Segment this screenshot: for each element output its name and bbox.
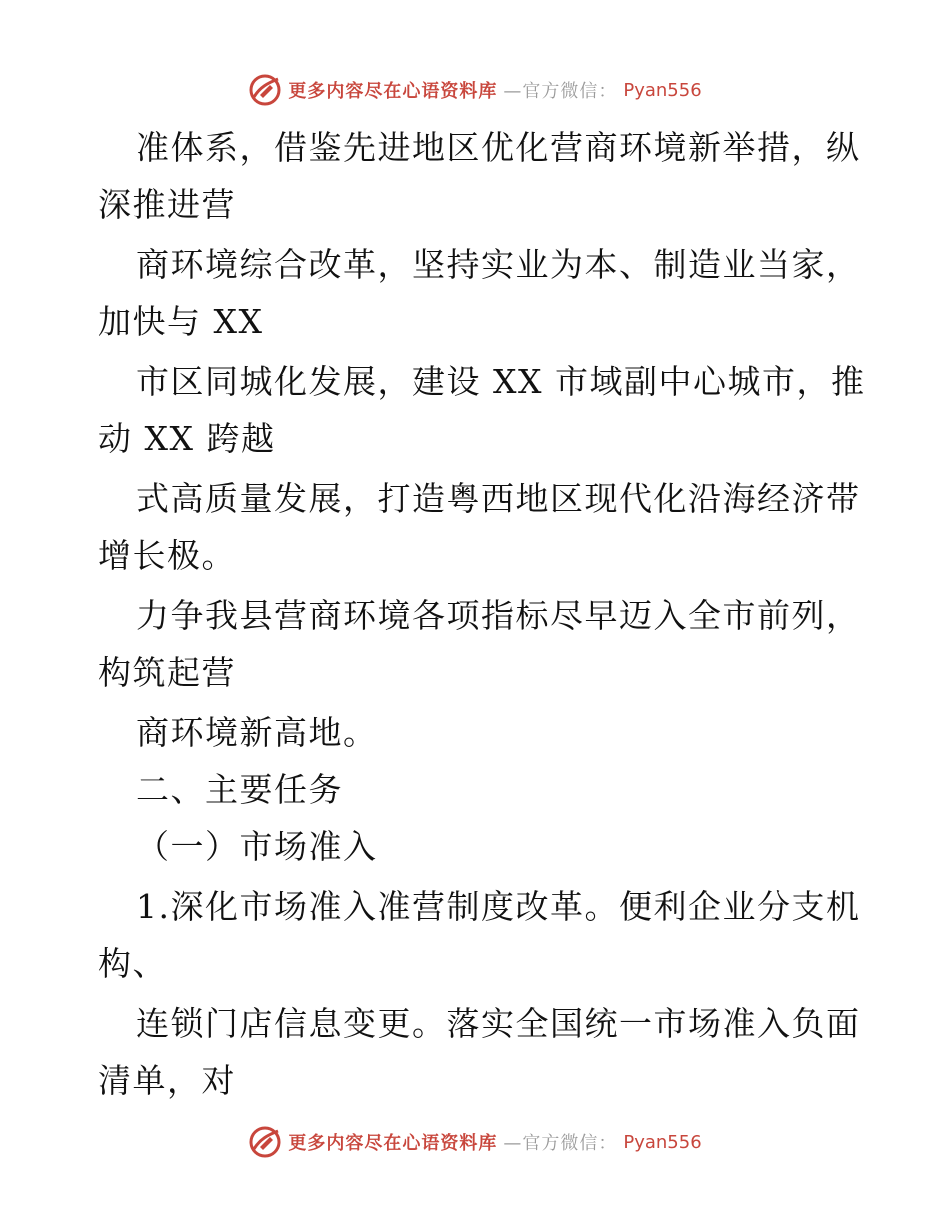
text-line: 市区同城化发展，建设 XX 市域副中心城市，推: [136, 362, 866, 401]
text-line: 构、: [98, 944, 167, 983]
text-line: 加快与 XX: [98, 302, 264, 341]
text-line: 商环境综合改革，坚持实业为本、制造业当家，: [136, 245, 861, 284]
text-line: 准体系，借鉴先进地区优化营商环境新举措，纵: [136, 128, 861, 167]
text-line: 动 XX 跨越: [98, 419, 276, 458]
text-line: 深推进营: [98, 185, 236, 224]
watermark-wechat-id: Pyan556: [623, 1131, 702, 1153]
text-line: 构筑起营: [98, 653, 236, 692]
watermark-brand: 更多内容尽在心语资料库: [288, 81, 498, 102]
text-line: 式高质量发展，打造粤西地区现代化沿海经济带: [136, 479, 861, 518]
watermark-wechat-id: Pyan556: [623, 79, 702, 101]
text-line: 连锁门店信息变更。落实全国统一市场准入负面: [136, 1004, 861, 1043]
text-line: 增长极。: [98, 536, 236, 575]
watermark-separator: —官方微信：: [503, 1133, 618, 1154]
watermark-separator: —官方微信：: [503, 81, 618, 102]
watermark-brand: 更多内容尽在心语资料库: [288, 1133, 498, 1154]
text-line: 力争我县营商环境各项指标尽早迈入全市前列，: [136, 596, 861, 635]
seal-logo-icon: [248, 1125, 282, 1159]
section-heading: 二、主要任务: [136, 770, 343, 809]
text-line: 1.深化市场准入准营制度改革。便利企业分支机: [136, 887, 861, 926]
subsection-heading: （一）市场准入: [136, 827, 378, 866]
footer-watermark: [0, 1122, 950, 1162]
text-line: 商环境新高地。: [136, 713, 378, 752]
text-line: 清单，对: [98, 1061, 236, 1100]
